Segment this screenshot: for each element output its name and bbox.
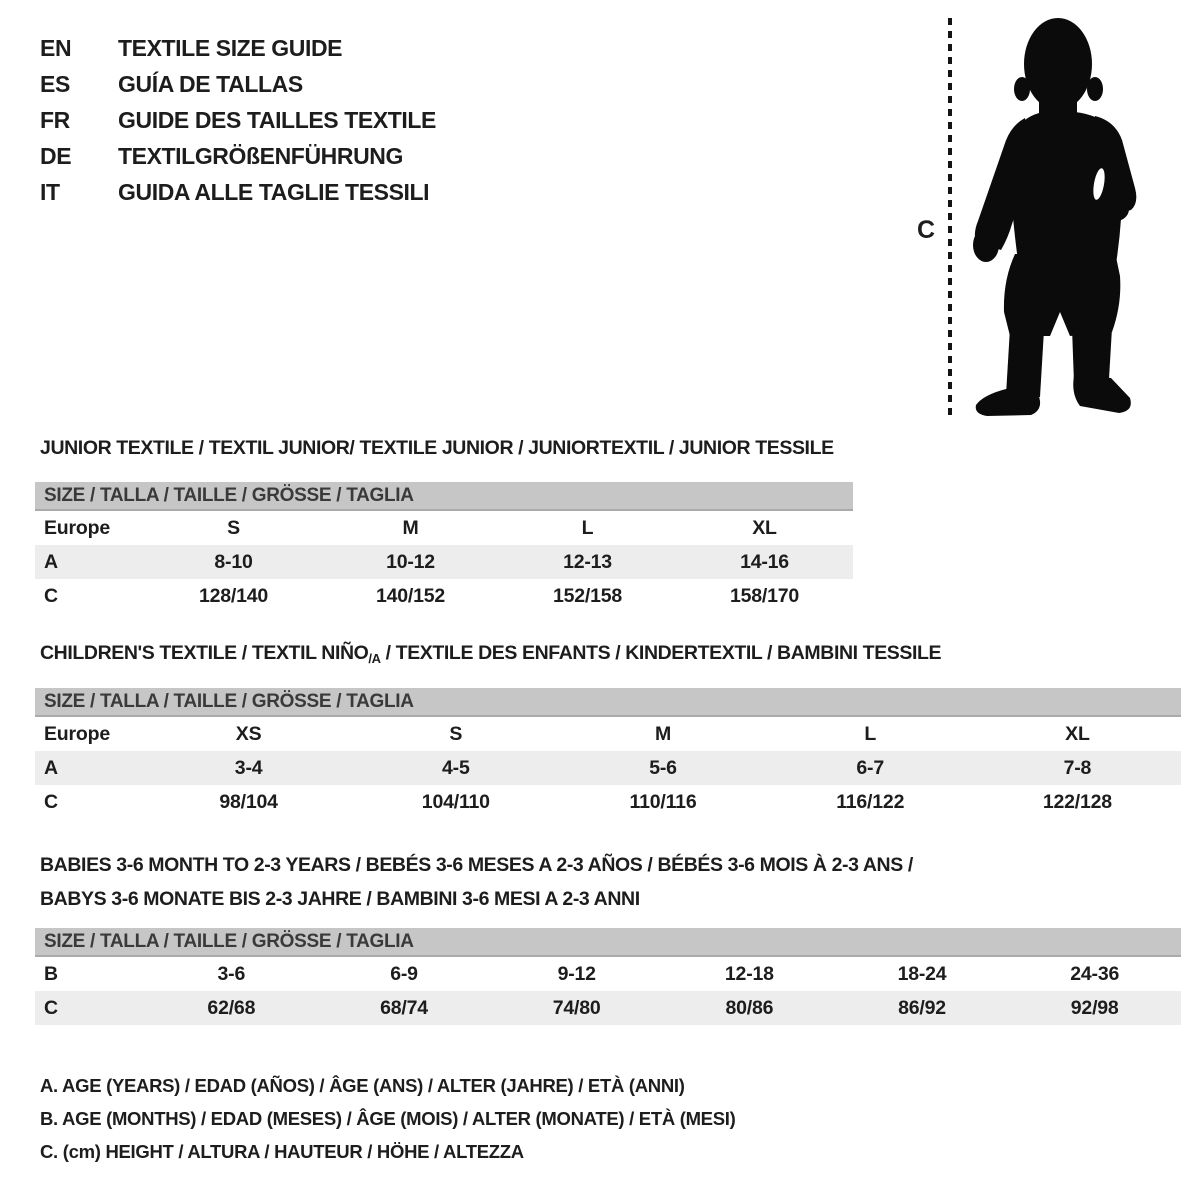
- table-cell: 14-16: [740, 551, 789, 573]
- language-code: DE: [40, 142, 72, 169]
- legend-line-b: B. AGE (MONTHS) / EDAD (MESES) / ÂGE (MOIS) / ALTER (MONATE) / ETÀ (MESI): [40, 1108, 736, 1129]
- table-cell: 74/80: [552, 997, 601, 1019]
- table-cell: XS: [235, 723, 262, 745]
- table-cell: S: [449, 723, 463, 745]
- table-cell: 104/110: [421, 791, 490, 813]
- table-cell: 128/140: [198, 585, 269, 607]
- row-label: B: [44, 963, 58, 985]
- junior-section-title: JUNIOR TEXTILE / TEXTIL JUNIOR/ TEXTILE JUNIOR / JUNIORTEXTIL / JUNIOR TESSILE: [40, 437, 834, 459]
- row-label: A: [44, 757, 58, 779]
- toddler-silhouette-image: [963, 14, 1143, 419]
- children-title-pre: CHILDREN'S TEXTILE / TEXTIL NIÑO: [40, 642, 369, 664]
- table-cell: 86/92: [898, 997, 946, 1019]
- table-cell: 68/74: [380, 997, 428, 1019]
- row-label: A: [44, 551, 58, 573]
- table-row: [35, 511, 853, 545]
- table-row: [35, 991, 1181, 1025]
- table-cell: 92/98: [1070, 997, 1119, 1019]
- table-cell: 80/86: [725, 997, 774, 1019]
- table-cell: L: [581, 517, 594, 539]
- table-cell: 152/158: [552, 585, 623, 607]
- table-cell: M: [654, 723, 672, 745]
- children-size-table: [35, 688, 1181, 819]
- table-cell: 12-13: [563, 551, 612, 573]
- table-cell: 12-18: [724, 963, 774, 985]
- junior-size-table: [35, 482, 853, 613]
- row-label: C: [44, 791, 58, 813]
- table-cell: L: [864, 723, 877, 745]
- language-code: ES: [40, 70, 70, 97]
- table-cell: 110/116: [629, 791, 697, 813]
- size-header: SIZE / TALLA / TAILLE / GRÖSSE / TAGLIA: [35, 688, 1181, 717]
- language-row-en: [40, 30, 436, 66]
- table-row: [35, 785, 1181, 819]
- table-cell: 8-10: [214, 551, 253, 573]
- language-code: FR: [40, 106, 70, 133]
- table-row: [35, 751, 1181, 785]
- language-row-fr: [40, 102, 436, 138]
- table-cell: 24-36: [1070, 963, 1120, 985]
- language-row-it: [40, 174, 436, 210]
- table-cell: 9-12: [557, 963, 596, 985]
- measurement-legend: [40, 1069, 735, 1168]
- guide-title: TEXTILGRÖßENFÜHRUNG: [118, 142, 403, 169]
- babies-title-line1: BABIES 3-6 MONTH TO 2-3 YEARS / BEBÉS 3-6 MESES A 2-3 AÑOS / BÉBÉS 3-6 MOIS À 2-3 ANS /: [40, 854, 913, 876]
- table-cell: S: [227, 517, 240, 539]
- language-title-list: [40, 30, 436, 210]
- language-row-es: [40, 66, 436, 102]
- language-row-de: [40, 138, 436, 174]
- size-header: SIZE / TALLA / TAILLE / GRÖSSE / TAGLIA: [35, 482, 853, 511]
- legend-line-c: C. (cm) HEIGHT / ALTURA / HAUTEUR / HÖHE / ALTEZZA: [40, 1141, 524, 1162]
- table-cell: 3-4: [234, 757, 263, 779]
- table-cell: 7-8: [1063, 757, 1092, 779]
- babies-title-line2: BABYS 3-6 MONATE BIS 2-3 JAHRE / BAMBINI 3-6 MESI A 2-3 ANNI: [40, 888, 640, 910]
- row-label: C: [44, 585, 58, 607]
- table-cell: 158/170: [729, 585, 800, 607]
- table-cell: 62/68: [207, 997, 256, 1019]
- row-label: Europe: [44, 517, 110, 539]
- table-row: [35, 579, 853, 613]
- children-title-post: / TEXTILE DES ENFANTS / KINDERTEXTIL / BAMBINI TESSILE: [380, 642, 942, 664]
- babies-section-title: [40, 848, 913, 916]
- table-cell: 6-9: [390, 963, 418, 985]
- table-cell: 6-7: [856, 757, 884, 779]
- table-cell: 140/152: [375, 585, 446, 607]
- language-code: IT: [40, 178, 60, 205]
- language-code: EN: [40, 34, 72, 61]
- row-label: C: [44, 997, 58, 1019]
- height-label-c: C: [917, 216, 936, 244]
- table-cell: 116/122: [836, 791, 905, 813]
- table-cell: 5-6: [649, 757, 677, 779]
- size-header: SIZE / TALLA / TAILLE / GRÖSSE / TAGLIA: [35, 928, 1181, 957]
- table-cell: XL: [752, 517, 777, 539]
- table-row: [35, 717, 1181, 751]
- guide-title: TEXTILE SIZE GUIDE: [118, 34, 343, 61]
- table-row: [35, 545, 853, 579]
- table-cell: 122/128: [1042, 791, 1112, 813]
- table-cell: XL: [1065, 723, 1090, 745]
- table-cell: 3-6: [217, 963, 246, 985]
- table-cell: M: [402, 517, 419, 539]
- guide-title: GUÍA DE TALLAS: [118, 70, 303, 97]
- table-cell: 4-5: [442, 757, 470, 779]
- table-row: [35, 957, 1181, 991]
- row-label: Europe: [44, 723, 110, 745]
- guide-title: GUIDE DES TAILLES TEXTILE: [118, 106, 436, 133]
- table-cell: 98/104: [219, 791, 278, 813]
- legend-line-a: A. AGE (YEARS) / EDAD (AÑOS) / ÂGE (ANS) / ALTER (JAHRE) / ETÀ (ANNI): [40, 1075, 685, 1096]
- children-title-sub: /A: [368, 651, 381, 666]
- table-cell: 10-12: [386, 551, 435, 573]
- babies-size-table: [35, 928, 1181, 1025]
- table-cell: 18-24: [897, 963, 947, 985]
- guide-title: GUIDA ALLE TAGLIE TESSILI: [118, 178, 430, 205]
- children-section-title: [40, 642, 941, 666]
- height-measure-dashed-line: [948, 18, 952, 416]
